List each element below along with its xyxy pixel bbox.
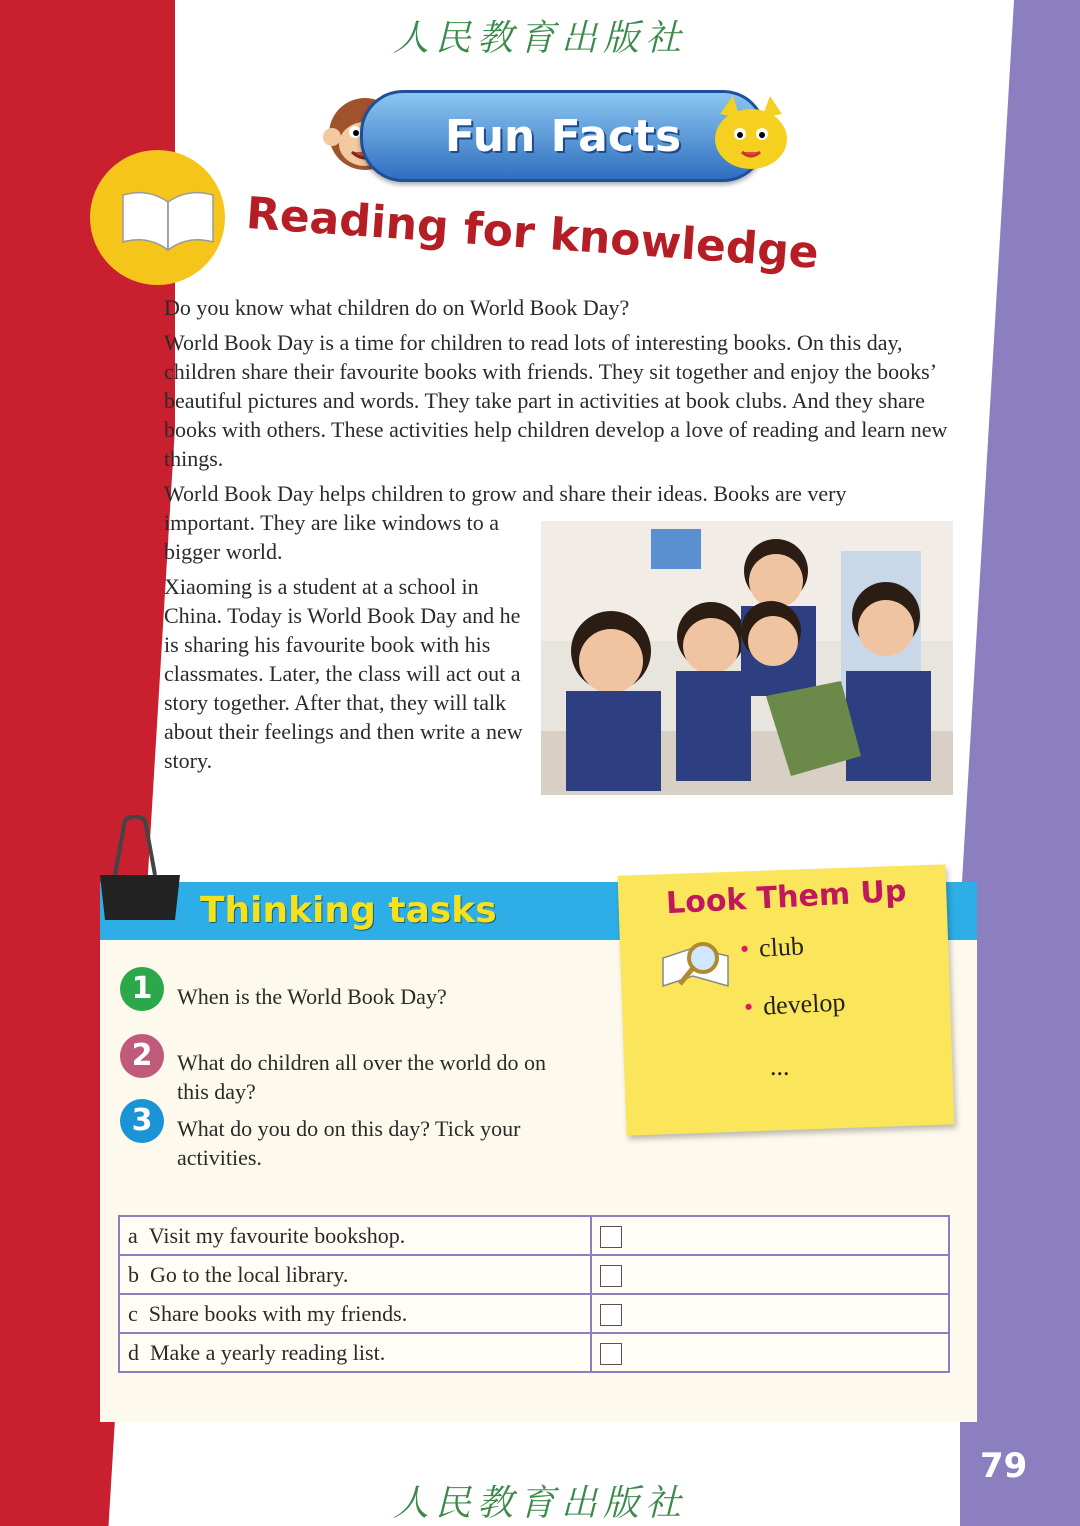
table-row [119, 1255, 949, 1294]
table-row [119, 1216, 949, 1255]
checkbox-b[interactable] [600, 1265, 622, 1287]
note-word-1: • club [739, 931, 805, 964]
question-2-number: 2 [120, 1034, 164, 1078]
open-book-icon [118, 180, 218, 260]
note-word-2: • develop [743, 987, 847, 1022]
reading-title: Reading for knowledge [244, 188, 821, 279]
children-reading-photo [541, 521, 953, 795]
page-number: 79 [980, 1446, 1028, 1486]
question-1-text: When is the World Book Day? [177, 984, 447, 1009]
fun-facts-banner [360, 90, 766, 182]
checkbox-c[interactable] [600, 1304, 622, 1326]
table-row [119, 1333, 949, 1372]
publisher-watermark-top: 人民教育出版社 [392, 18, 687, 59]
paragraph-2-line-1: World Book Day helps children to grow and share their ideas. Books are very [164, 481, 847, 506]
intro-question: Do you know what children do on World Book Day? [164, 295, 630, 320]
magnifier-book-icon [658, 936, 733, 996]
cat-mascot-icon [708, 94, 794, 174]
activity-c: c Share books with my friends. [119, 1294, 591, 1333]
thinking-tasks-title: Thinking tasks [200, 890, 497, 931]
question-3-number: 3 [120, 1099, 164, 1143]
activity-a: a Visit my favourite bookshop. [119, 1216, 591, 1255]
right-purple-band [960, 0, 1080, 1526]
question-3-text: What do you do on this day? Tick your activities. [177, 1116, 521, 1170]
activity-d: d Make a yearly reading list. [119, 1333, 591, 1372]
question-2-text: What do children all over the world do on this day? [177, 1050, 547, 1104]
paragraph-3: Xiaoming is a student at a school in China. Today is World Book Day and he is sharing his favourite book with his classmates. Later, the class will act out a story together. After that, they will talk about their feelings and then write a new story. [164, 574, 523, 773]
paragraph-1: World Book Day is a time for children to read lots of interesting books. On this day, children share their favourite books with friends. They sit together and enjoy the books’ beautiful pictures and words. They take part in activities at book clubs. And they share books with others. These activities help children develop a love of reading and learn new things. [164, 330, 948, 471]
question-1-number: 1 [120, 967, 164, 1011]
note-ellipsis: ... [770, 1052, 790, 1081]
checkbox-d[interactable] [600, 1343, 622, 1365]
activity-b: b Go to the local library. [119, 1255, 591, 1294]
binder-clip-icon [95, 815, 185, 925]
banner-title: Fun Facts [444, 110, 682, 162]
checkbox-a[interactable] [600, 1226, 622, 1248]
note-title: Look Them Up [665, 873, 908, 922]
publisher-watermark-bottom: 人民教育出版社 [392, 1483, 687, 1524]
table-row [119, 1294, 949, 1333]
activities-table [118, 1215, 950, 1373]
paragraph-2-rest: important. They are like windows to a bigger world. [164, 510, 500, 564]
